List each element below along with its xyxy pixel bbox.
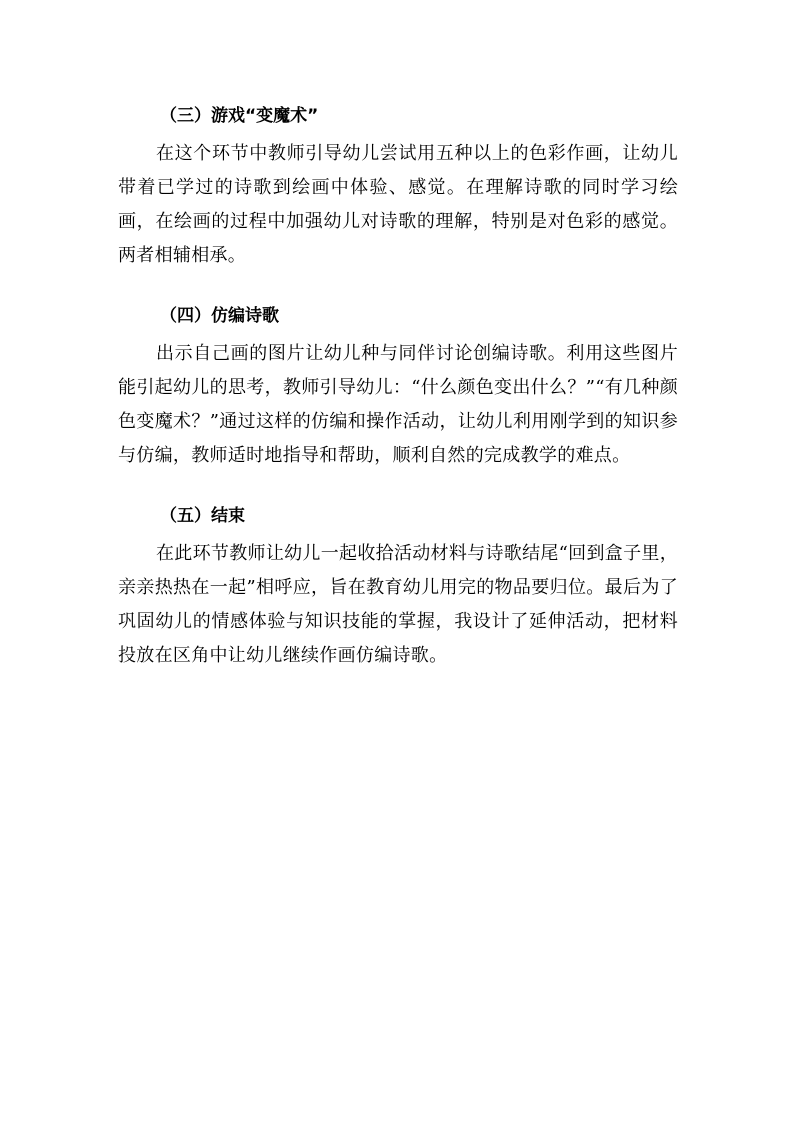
section-paragraph: 在这个环节中教师引导幼儿尝试用五种以上的色彩作画，让幼儿带着已学过的诗歌到绘画中体验、感觉。在理解诗歌的同时学习绘画，在绘画的过程中加强幼儿对诗歌的理解，特别是对色彩的感觉。两者相辅相承。 (118, 143, 678, 266)
section-heading: （四）仿编诗歌 (160, 306, 279, 326)
section-game-magic (118, 99, 678, 273)
section-paragraph: 在此环节教师让幼儿一起收拾活动材料与诗歌结尾“回到盒子里，亲亲热热在一起”相呼应，旨在教育幼儿用完的物品要归位。最后为了巩固幼儿的情感体验与知识技能的掌握，我设计了延伸活动，把材料投放在区角中让幼儿继续作画仿编诗歌。 (118, 543, 678, 666)
section-ending (118, 499, 678, 673)
section-paragraph: 出示自己画的图片让幼儿种与同伴讨论创编诗歌。利用这些图片能引起幼儿的思考，教师引导幼儿：“什么颜色变出什么？”“有几种颜色变魔术？”通过这样的仿编和操作活动，让幼儿利用刚学到的知识参与仿编，教师适时地指导和帮助，顺利自然的完成教学的难点。 (118, 343, 678, 466)
section-imitate-poem (118, 299, 678, 473)
document-body (118, 99, 678, 673)
section-heading: （三）游戏“变魔术” (160, 106, 319, 126)
section-heading: （五）结束 (160, 506, 245, 526)
